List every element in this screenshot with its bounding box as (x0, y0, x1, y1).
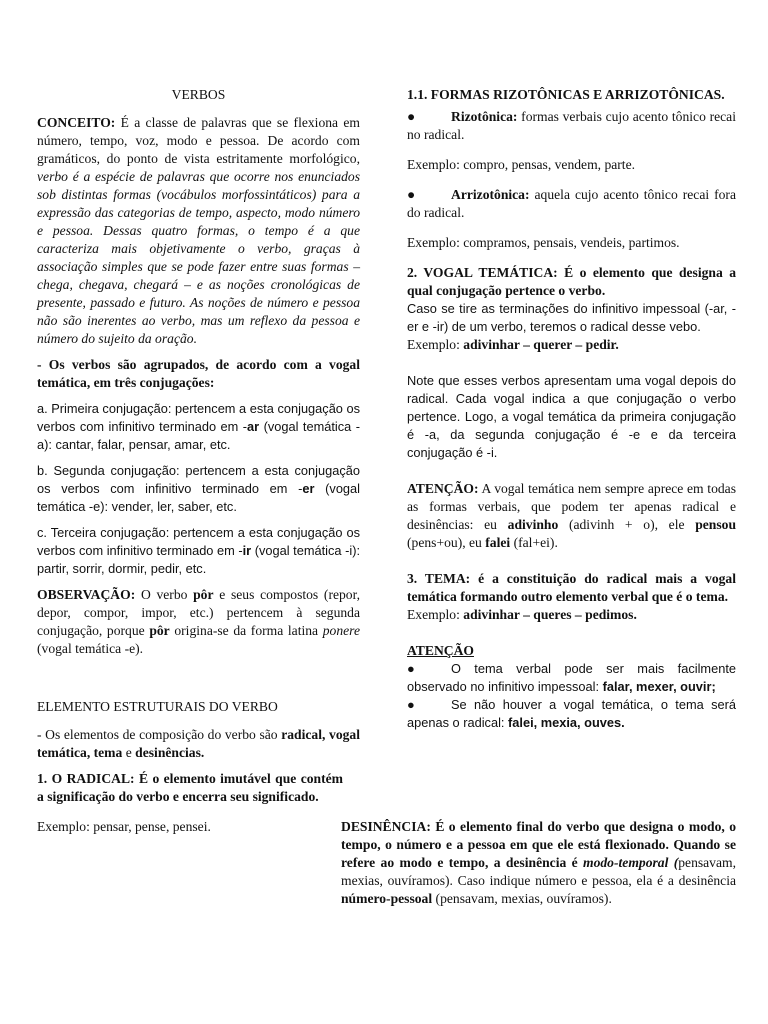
atencao-paragraph (407, 480, 736, 552)
arrizotonica-text: aquela cujo acento tônico recai fora do radical. (407, 187, 736, 220)
arrizotonica-example: Exemplo: compramos, pensais, vendeis, partimos. (407, 235, 680, 250)
vogal-example-words: adivinhar – querer – pedir. (463, 337, 619, 352)
radical-example-label: Exemplo: (37, 819, 90, 834)
elementos-paragraph (37, 726, 360, 762)
conj-a-examples: (vogal temática -a): cantar, falar, pensar, amar, etc. (37, 419, 360, 452)
conjugacao-c (37, 524, 360, 578)
radical-example (37, 818, 360, 836)
obs-text-2: e seus compostos (repor, depor, compor, impor, etc.) pertencem à segunda conjugação, porque (37, 587, 360, 638)
conj-c-text: c. Terceira conjugação: pertencem a esta conjugação os verbos com infinitivo terminado em - (37, 525, 360, 558)
radical-example-words: pensar, pense, pensei. (93, 819, 211, 834)
observacao-paragraph (37, 586, 360, 658)
radical-paragraph (37, 770, 343, 806)
agrupados-paragraph (37, 356, 360, 392)
vogal-tematica-text: Caso se tire as terminações do infinitivo impessoal (-ar, -er e -ir) de um verbo, teremos o radical desse vebo. (407, 301, 736, 334)
conj-a-text: a. Primeira conjugação: pertencem a esta conjugação os verbos com infinitivo terminado em - (37, 401, 360, 434)
arrizotonica-label: Arrizotônica: (451, 187, 530, 202)
elementos-desinencias: desinências. (135, 745, 205, 760)
obs-text-1: O verbo (140, 587, 188, 602)
bullet-icon: ● (407, 109, 416, 124)
conj-b-examples: (vogal temática -e): vender, ler, saber, etc. (37, 481, 361, 514)
atencao-adivinho: adivinho (507, 517, 559, 532)
left-column (37, 86, 360, 836)
vogal-example-label: Exemplo: (407, 337, 460, 352)
desinencia-text-1: pensavam, mexias, ouvíramos). Caso indique número e pessoa, ela é a desinência (341, 855, 736, 888)
observacao-label: OBSERVAÇÃO: (37, 587, 136, 602)
atencao-falei: falei (485, 535, 511, 550)
rizotonica-text: formas verbais cujo acento tônico recai no radical. (407, 109, 736, 142)
conceito-definition: verbo é a espécie de palavras que ocorre nos enunciados sob distintas formas (vocábulos morfossintáticos) para a expressão das categorias de tempo, aspecto, modo número e pessoa. Dessas quatro formas, o tempo é a que caracteriza mais objetivamente o verbo, graças à associação simples que se pode fazer entre suas formas – chega, chegava, chegará – e as noções cronológicas de presente, passado e futuro. As noções de número e pessoa não são inerentes ao verbo, mas um reflexo da pessoa e número do sujeito da oração. (37, 169, 360, 346)
tema-heading: 3. TEMA: é a constituição do radical mais a vogal temática formando outro elemento verbal que é o tema. (407, 571, 736, 604)
conceito-paragraph (37, 114, 360, 348)
tema-bullet-2-text: Se não houver a vogal temática, o tema será apenas o radical: (407, 697, 736, 730)
bullet-icon: ● (407, 187, 416, 202)
agrupados-text: - Os verbos são agrupados, de acordo com a vogal temática, em três conjugações: (37, 357, 360, 390)
arrizotonica-item (407, 186, 736, 222)
rizotonica-example: Exemplo: compro, pensas, vendem, parte. (407, 157, 636, 172)
conceito-text: É a classe de palavras que se flexiona em número, tempo, voz, modo e pessoa. De acordo com gramáticos, do ponto de vista estritamente morfológico, (37, 115, 360, 166)
obs-ponere: ponere (322, 623, 360, 638)
elementos-list: radical, vogal temática, tema (37, 727, 360, 760)
atencao-pensou: pensou (695, 517, 737, 532)
rizotonica-item (407, 108, 736, 144)
desinencia-modo-temporal: modo-temporal ( (583, 855, 679, 870)
atencao-text-4: (fal+ei). (513, 535, 558, 550)
tema-bullet-2 (407, 696, 736, 732)
conj-b-ending: er (302, 481, 315, 496)
right-column (407, 86, 736, 732)
elementos-title: ELEMENTO ESTRUTURAIS DO VERBO (37, 699, 278, 714)
rizotonicas-heading: 1.1. FORMAS RIZOTÔNICAS E ARRIZOTÔNICAS. (407, 87, 725, 102)
conceito-label: CONCEITO: (37, 115, 116, 130)
desinencia-paragraph (341, 818, 736, 908)
conj-a-ending: ar (247, 419, 260, 434)
page-title: VERBOS (171, 87, 226, 102)
tema-bullet-1-text: O tema verbal pode ser mais facilmente observado no infinitivo impessoal: (407, 661, 736, 694)
atencao-text-2: (adivinh + o), ele (568, 517, 685, 532)
bullet-icon: ● (407, 661, 415, 676)
vogal-tematica-heading: 2. VOGAL TEMÁTICA: É o elemento que designa a qual conjugação pertence o verbo. (407, 265, 736, 298)
tema-example-words: adivinhar – queres – pedimos. (463, 607, 637, 622)
note-paragraph: Note que esses verbos apresentam uma vogal depois do radical. Cada vogal indica a que conjugação o verbo pertence. Logo, a vogal temática da primeira conjugação é -a, da segunda conjugação é -e e da terceira conjugação é -i. (407, 373, 736, 460)
tema-example-label: Exemplo: (407, 607, 460, 622)
obs-text-4: (vogal temática -e). (37, 641, 144, 656)
atencao-text: A vogal temática nem sempre aprece em todas as formas verbais, que podem ter apenas radical e desinências: eu (407, 481, 737, 532)
desinencia-heading: DESINÊNCIA: É o elemento final do verbo que designa o modo, o tempo, o número e a pessoa em que ele está flexionado. Quando se refere ao modo e tempo, a desinência é (341, 819, 736, 870)
elementos-text: - Os elementos de composição do verbo são (37, 727, 278, 742)
desinencia-text-2: (pensavam, mexias, ouvíramos). (435, 891, 612, 906)
conj-c-ending: ir (242, 543, 252, 558)
atencao-label: ATENÇÃO: (407, 481, 479, 496)
conj-c-examples: (vogal temática -i): partir, sorrir, dormir, pedir, etc. (37, 543, 361, 576)
tema-bullet-1-words: falar, mexer, ouvir; (602, 679, 716, 694)
tema-bullet-2-words: falei, mexia, ouves. (508, 715, 625, 730)
atencao-text-3: (pens+ou), eu (407, 535, 482, 550)
bullet-icon: ● (407, 697, 415, 712)
obs-por-2: pôr (149, 623, 170, 638)
obs-text-3: origina-se da forma latina (174, 623, 319, 638)
elementos-and: e (125, 745, 132, 760)
vogal-tematica-example (407, 336, 736, 354)
atencao-heading: ATENÇÃO (407, 643, 474, 658)
radical-heading: 1. O RADICAL: É o elemento imutável que contém a significação do verbo e encerra seu significado. (37, 771, 343, 804)
desinencia-numero-pessoal: número-pessoal (341, 891, 433, 906)
conjugacao-a (37, 400, 360, 454)
tema-example (407, 606, 736, 624)
conjugacao-b (37, 462, 360, 516)
obs-por-1: pôr (193, 587, 214, 602)
conj-b-text: b. Segunda conjugação: pertencem a esta conjugação os verbos com infinitivo terminado em - (37, 463, 360, 496)
tema-bullet-1 (407, 660, 736, 696)
rizotonica-label: Rizotônica: (451, 109, 518, 124)
